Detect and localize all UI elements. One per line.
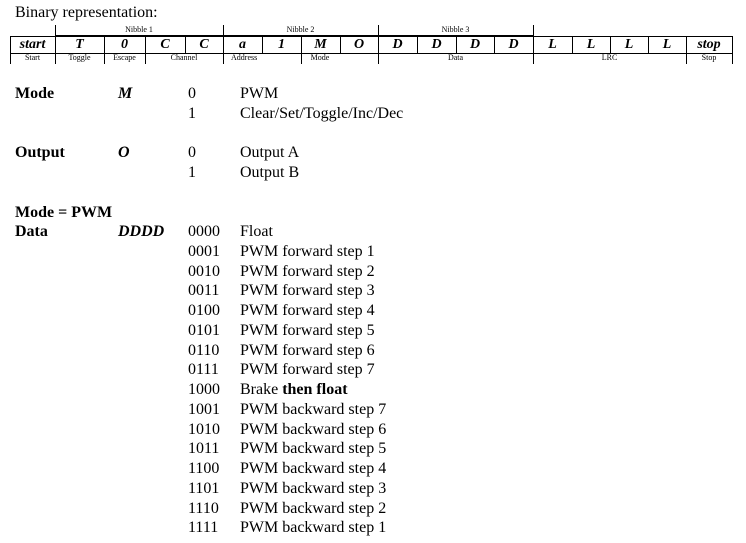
mode-symbol: M bbox=[118, 85, 133, 102]
data-desc-bold: then float bbox=[282, 381, 348, 398]
data-value: 1000 bbox=[188, 381, 220, 398]
bit-cell: L bbox=[624, 37, 634, 52]
data-desc: PWM forward step 1 bbox=[240, 243, 375, 260]
output-desc: Output A bbox=[240, 144, 300, 161]
data-label: Data bbox=[15, 223, 48, 240]
data-value: 0001 bbox=[188, 243, 220, 260]
field-label-address: Address bbox=[231, 53, 258, 62]
output-symbol: O bbox=[118, 144, 130, 161]
data-desc: PWM forward step 4 bbox=[240, 302, 375, 319]
nibble-3-label: Nibble 3 bbox=[441, 25, 470, 34]
data-desc: PWM backward step 2 bbox=[240, 500, 387, 517]
field-label-stop: Stop bbox=[701, 53, 717, 62]
data-desc-text: Brake bbox=[240, 381, 283, 398]
data-value: 1111 bbox=[188, 519, 219, 536]
field-label-toggle: Toggle bbox=[68, 53, 91, 62]
bit-cell: C bbox=[160, 37, 170, 52]
field-label-start: Start bbox=[24, 53, 41, 62]
data-value: 1100 bbox=[188, 460, 220, 477]
data-value: 1110 bbox=[188, 500, 219, 517]
data-desc: PWM forward step 6 bbox=[240, 342, 375, 359]
data-desc: PWM backward step 1 bbox=[240, 519, 387, 536]
field-label-escape: Escape bbox=[113, 53, 136, 62]
bit-cell: 1 bbox=[278, 37, 285, 52]
data-symbol: DDDD bbox=[118, 223, 165, 240]
data-value: 0000 bbox=[188, 223, 220, 240]
bit-cell: M bbox=[314, 37, 327, 52]
bit-cell: D bbox=[469, 37, 481, 52]
data-desc: PWM backward step 5 bbox=[240, 440, 387, 457]
bit-cell: C bbox=[199, 37, 209, 52]
data-desc: PWM forward step 2 bbox=[240, 263, 375, 280]
bit-cell: stop bbox=[697, 37, 721, 52]
data-value: 0010 bbox=[188, 263, 220, 280]
pwm-subheading: Mode = PWM bbox=[15, 204, 113, 221]
data-desc-brake bbox=[240, 380, 348, 400]
data-desc: PWM forward step 5 bbox=[240, 322, 375, 339]
data-desc: PWM backward step 7 bbox=[240, 401, 387, 418]
output-value: 0 bbox=[188, 144, 196, 161]
diagram-heading: Binary representation: bbox=[15, 4, 158, 21]
data-value: 1101 bbox=[188, 480, 220, 497]
nibble-1-label: Nibble 1 bbox=[125, 25, 153, 34]
field-label-data: Data bbox=[447, 53, 464, 62]
data-desc: PWM backward step 6 bbox=[240, 421, 387, 438]
data-desc: PWM backward step 3 bbox=[240, 480, 387, 497]
output-value: 1 bbox=[188, 164, 196, 181]
bit-cell: 0 bbox=[121, 37, 128, 52]
mode-desc: Clear/Set/Toggle/Inc/Dec bbox=[240, 105, 404, 122]
bit-cell: O bbox=[353, 37, 365, 52]
bit-cell: L bbox=[548, 37, 557, 52]
output-label: Output bbox=[15, 144, 65, 161]
output-desc: Output B bbox=[240, 164, 300, 181]
data-value: 0101 bbox=[188, 322, 220, 339]
field-label-mode: Mode bbox=[310, 53, 330, 62]
bit-cell: a bbox=[239, 37, 246, 52]
bit-cell: D bbox=[431, 37, 442, 52]
data-value: 0110 bbox=[188, 342, 220, 359]
bit-cell: L bbox=[586, 37, 596, 52]
bit-cell: T bbox=[75, 37, 84, 52]
data-value: 0100 bbox=[188, 302, 220, 319]
data-value: 0011 bbox=[188, 282, 220, 299]
cell-separator bbox=[732, 36, 733, 64]
mode-value: 1 bbox=[188, 105, 196, 122]
data-value: 1010 bbox=[188, 421, 220, 438]
data-desc: PWM backward step 4 bbox=[240, 460, 387, 477]
nibble-2-label: Nibble 2 bbox=[286, 25, 315, 34]
data-desc: Float bbox=[240, 223, 273, 240]
data-value: 1001 bbox=[188, 401, 220, 418]
bit-diagram bbox=[0, 0, 746, 70]
field-label-lrc: LRC bbox=[601, 53, 618, 62]
data-desc: PWM forward step 3 bbox=[240, 282, 375, 299]
data-value: 1011 bbox=[188, 440, 220, 457]
mode-desc: PWM bbox=[240, 85, 279, 102]
field-label-channel: Channel bbox=[170, 53, 198, 62]
mode-value: 0 bbox=[188, 85, 196, 102]
bit-cell: D bbox=[508, 37, 519, 52]
data-desc: PWM forward step 7 bbox=[240, 361, 375, 378]
data-value: 0111 bbox=[188, 361, 219, 378]
mode-label: Mode bbox=[15, 85, 55, 102]
bit-cell: D bbox=[392, 37, 403, 52]
bit-cell: start bbox=[19, 37, 46, 52]
bit-cell: L bbox=[662, 37, 672, 52]
